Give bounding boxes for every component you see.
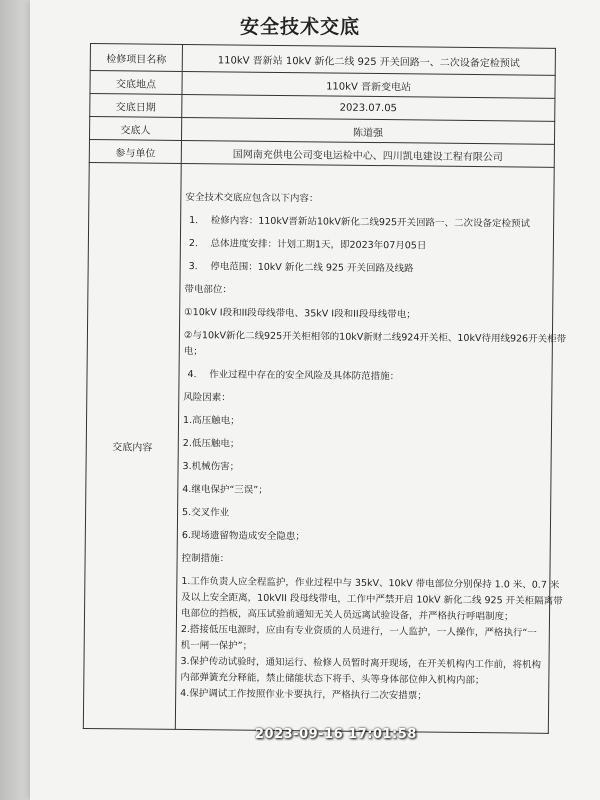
date-label: 交底日期 [90, 94, 182, 118]
photo-timestamp: 2023-09-16 17:01:58 [255, 727, 417, 742]
content-line: 机一闸一保护”； [180, 639, 253, 652]
content-line: 2. 总体进度安排：计划工期1天，即2023年07月05日 [188, 237, 427, 252]
content-line: 电； [183, 345, 203, 357]
content-line: 2.低压触电； [182, 437, 240, 450]
presenter-label: 交底人 [89, 117, 181, 141]
project-name-label: 检修项目名称 [90, 44, 182, 72]
page-title: 安全技术交底 [239, 16, 360, 38]
content-line: 3. 停电范围：10kV 新化二线 925 开关回路及线路 [188, 260, 414, 274]
content-line: 2.搭接低压电源时，应由有专业资质的人员进行，一人监护，一人操作，严格执行“一 [180, 623, 537, 639]
location-value: 110kV 晋新变电站 [182, 71, 555, 98]
project-name-value: 110kV 晋新站 10kV 新化二线 925 开关回路一、二次设备定检预试 [182, 44, 555, 75]
disclosure-table [83, 43, 567, 734]
content-cell [175, 163, 567, 733]
content-line: 1.高压触电； [182, 414, 240, 427]
content-line: 1. 检修内容：110kV晋新站10kV新化二线925开关回路一、二次设备定检预试 [189, 214, 531, 230]
participants-label: 参与单位 [89, 139, 181, 163]
content-line: 风险因素： [183, 391, 231, 403]
presenter-value: 陈道强 [181, 117, 554, 144]
content-line: 安全技术交底应包含以下内容： [185, 191, 319, 204]
table-row [83, 162, 554, 733]
date-value: 2023.07.05 [182, 94, 555, 121]
content-label: 交底内容 [83, 162, 181, 729]
content-line: 电部位的挡板，高压试验前通知无关人员远离试验设备，并严格执行呼唱制度； [180, 607, 514, 622]
content-line: 4.继电保护“三误”； [182, 483, 268, 496]
content-line: 内部弹簧充分释能，禁止储能状态下将手、头等身体部位伸入机构内部； [180, 671, 485, 686]
content-line: 6.现场遗留物造成安全隐患； [181, 529, 305, 542]
content-line: 4.保护调试工作按照作业卡要执行，严格执行二次安措票； [180, 687, 427, 702]
content-line: 3.机械伤害； [182, 460, 240, 473]
content-line: 4. 作业过程中存在的安全风险及具体防范措施： [187, 368, 400, 382]
content-line: ①10kV I段和II段母线带电、35kV I段和II段母线带电； [184, 306, 416, 320]
content-line: 及以上安全距离，10kVII 段母线带电，工作中严禁开启 10kV 新化二线 925 开关柜隔离带 [181, 591, 563, 607]
content-line: 1.工作负责人应全程监护，作业过程中与 35kV、10kV 带电部位分别保持 1.0 米、0.7 米 [181, 575, 560, 591]
participants-value: 国网南充供电公司变电运检中心、四川凯电建设工程有限公司 [181, 140, 554, 167]
content-line: 5.交叉作业 [182, 506, 230, 518]
content-line: 3.保护传动试验时，通知运行、检修人员暂时离开现场，在开关机构内工作前，将机构 [180, 655, 542, 671]
content-line: ②与10kV新化二线925开关柜相邻的10kV新财二线924开关柜、10kV待用线926开关柜带 [183, 329, 567, 345]
content-line: 控制措施： [181, 552, 230, 564]
location-label: 交底地点 [90, 71, 182, 95]
background-shadow [0, 0, 30, 800]
content-line: 带电部位： [184, 283, 232, 295]
